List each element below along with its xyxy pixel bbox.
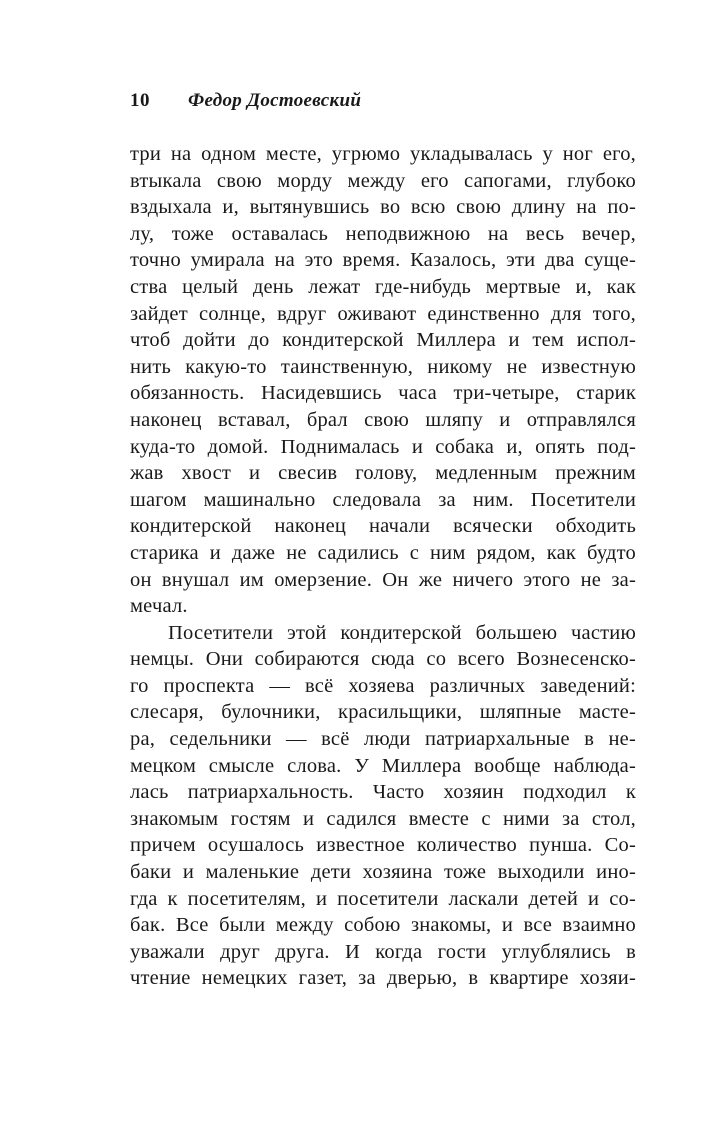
text-line: зайдет солнце, вдруг оживают единственно для того, xyxy=(130,302,636,325)
text-line: лу, тоже оставалась неподвижною на весь вечер, xyxy=(130,222,636,245)
text-line: чтение немецких газет, за дверью, в квартире хозяи- xyxy=(130,967,636,990)
text-line: лась патриархальность. Часто хозяин подходил к xyxy=(130,781,636,804)
text-line: мецком смысле слова. У Миллера вообще наблюда- xyxy=(130,754,636,777)
text-line: знакомым гостям и садился вместе с ними за стол, xyxy=(130,807,636,830)
text-line: слесаря, булочники, красильщики, шляпные масте- xyxy=(130,701,636,724)
text-block xyxy=(130,141,636,992)
text-line: чтоб дойти до кондитерской Миллера и тем испол- xyxy=(130,329,636,352)
page-number: 10 xyxy=(130,90,150,111)
text-line: старика и даже не садились с ним рядом, как будто xyxy=(130,541,636,564)
text-line: он внушал им омерзение. Он же ничего этого не за- xyxy=(130,568,636,591)
text-line: немцы. Они собираются сюда со всего Вознесенско- xyxy=(130,648,636,671)
paragraph xyxy=(130,141,636,620)
text-line: нить какую-то таинственную, никому не известную xyxy=(130,355,636,378)
text-line: втыкала свою морду между его сапогами, глубоко xyxy=(130,169,636,192)
text-line: гда к посетителям, и посетители ласкали детей и со- xyxy=(130,887,636,910)
paragraph xyxy=(130,620,636,992)
text-line: куда-то домой. Поднималась и собака и, опять под- xyxy=(130,435,636,458)
running-head-author: Федор Достоевский xyxy=(188,90,362,111)
text-line: баки и маленькие дети хозяина тоже выходили ино- xyxy=(130,861,636,884)
text-line: обязанность. Насидевшись часа три-четыре, старик xyxy=(130,382,636,405)
text-line: причем осушалось известное количество пунша. Со- xyxy=(130,834,636,857)
text-line: бак. Все были между собою знакомы, и все взаимно xyxy=(130,914,636,937)
page-header xyxy=(130,90,636,112)
text-line: вздыхала и, вытянувшись во всю свою длину на по- xyxy=(130,196,636,219)
text-line: уважали друг друга. И когда гости углублялись в xyxy=(130,940,636,963)
text-line: точно умирала на это время. Казалось, эти два суще- xyxy=(130,249,636,272)
text-line: наконец вставал, брал свою шляпу и отправлялся xyxy=(130,408,636,431)
text-line: го проспекта — всё хозяева различных заведений: xyxy=(130,674,636,697)
text-line: мечал. xyxy=(130,595,188,618)
text-line: три на одном месте, угрюмо укладывалась у ног его, xyxy=(130,143,636,165)
text-line: кондитерской наконец начали всячески обходить xyxy=(130,515,636,538)
text-line: Посетители этой кондитерской большею частию xyxy=(168,621,636,644)
text-line: шагом машинально следовала за ним. Посетители xyxy=(130,488,636,511)
text-line: ства целый день лежат где-нибудь мертвые и, как xyxy=(130,275,636,298)
text-line: жав хвост и свесив голову, медленным прежним xyxy=(130,462,636,485)
text-line: ра, седельники — всё люди патриархальные в не- xyxy=(130,728,636,751)
